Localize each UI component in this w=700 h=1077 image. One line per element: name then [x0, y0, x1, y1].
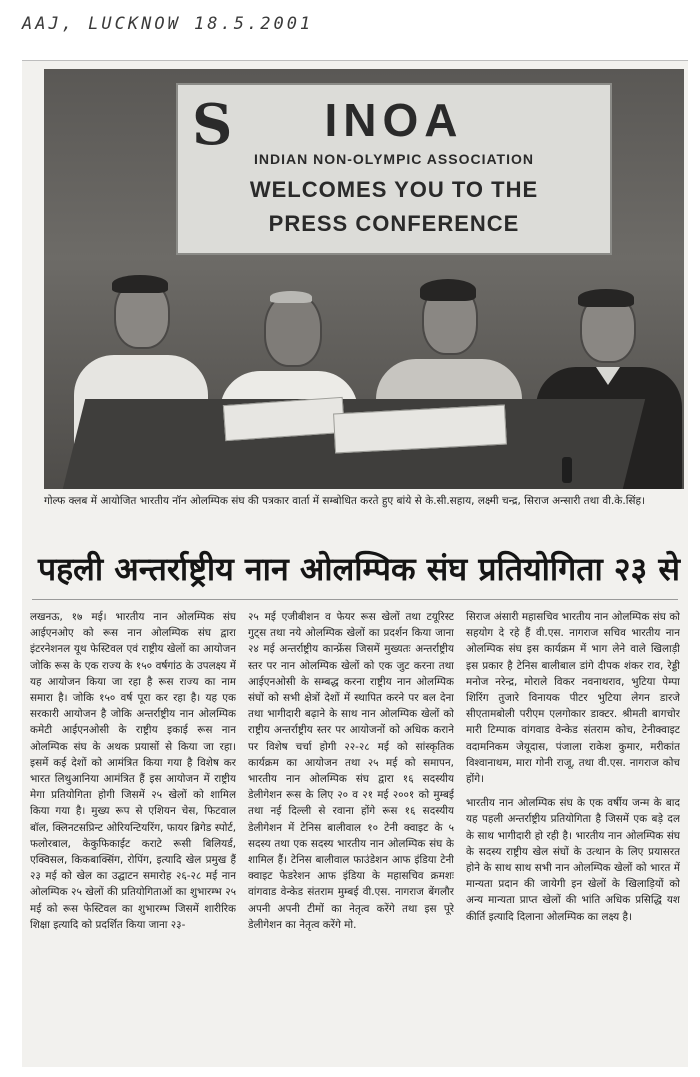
newspaper-clipping [22, 60, 688, 1067]
banner-line-3: WELCOMES YOU TO THE [249, 177, 539, 202]
inoa-banner [176, 83, 612, 255]
banner-line-1: INOA [324, 94, 464, 146]
microphone-icon [562, 457, 572, 483]
banner-line-4: PRESS CONFERENCE [268, 211, 520, 236]
inoa-logo-icon: S [192, 92, 233, 158]
photo-caption: गोल्फ क्लब में आयोजित भारतीय नॉन ओलम्पिक संघ की पत्रकार वार्ता में सम्बोधित करते हुए बांये से के.सी.सहाय, लक्ष्मी चन्द्र, सिराज अन्सारी तथा वी.के.सिंह। [44, 495, 646, 507]
headline: पहली अन्तर्राष्ट्रीय नान ओलम्पिक संघ प्रतियोगिता २३ से [38, 550, 680, 588]
press-conference-photo [44, 69, 684, 489]
paragraph: लखनऊ, १७ मई। भारतीय नान ओलम्पिक संघ आईएनओए को रूस नान ओलम्पिक संघ द्वारा इंटरनेशनल यूथ फेस्टिवल एवं राष्ट्रीय खेलों का आयोजन जोकि रूस के एक राज्य के १५० वर्षगांठ के उपलक्ष्य में यह आयोजन किया जा रहा है रूस राज्य का नाम समारा है। जोकि १५० वर्ष पूरा कर रहा है। यह एक सरकारी आयोजन है जोकि अन्तर्राष्ट्रीय नान ओलम्पिक कमेटी आईएनओसी के राष्ट्रीय इकाई रूस नान ओलम्पिक संघ के अथक प्रयासों से किया जा रहा। इसमें कई देशों को आमंत्रित किया गया है विशेष कर भारत लिथुआनिया आमंत्रित हैं इस आयोजन में राष्ट्रीय मेगा प्रतियोगिता होगी जिसमें २५ खेलों को शामिल किया गया है। मुख्य रूप से एशियन चेस, फिटवाल बॉल, क्लिनटसप्रिन्ट ओरियन्टियरिंग, फायर ब्रिगेड स्पोर्ट, फलोरबाल, केकुफिकाईट कराटे रूसी बिलियर्ड, एक्विसल, किकबाक्सिंग, रोपिंग, इत्यादि खेल प्रमुख हैं २३ मई को खेल का उद्घाटन समारोह २६-२८ मई नान ओलम्पिक २५ खेलों की प्रतियोगिताओं का शुभारम्भ २५ मई को रूस फेस्टिवल का शुभारम्भ जिसमें शारीरिक शिक्षा इत्यादि को प्रदर्शित किया जाना २३- [30, 611, 236, 931]
paragraph: सिराज अंसारी महासचिव भारतीय नान ओलम्पिक संघ को सहयोग दे रहे हैं वी.एस. नागराज सचिव भारतीय नान ओलम्पिक संघ इस कार्यक्रम में भाग लेने वाले खिलाड़ी इस प्रकार है टेनिस बालीबाल डांगे दीपक शंकर राव, रेड्डी मनोज नरेन्द्र, मोराले विकर नवनाथराव, भुटिया पेम्पा शिरिंग तुजारे विनायक पीटर भुटिया लेगन डारजे सीएतामबोली परीएम एलगोकार डाक्टर. श्रीमती बागचोर मारी टिम्पाक वांगवाड वेन्केड संतराम कोच, टेनीक्वाइट वदामनिकम जेयूदास, पंजाला राकेश कुमार, मरीकांत विश्वानाथम, मारा गोनी राजू, तथा वी.एस. नागराज कोच होंगे। [466, 611, 680, 786]
article-column-2 [248, 609, 454, 1059]
paragraph: भारतीय नान ओलम्पिक संघ के एक वर्षीय जन्म के बाद यह पहली अन्तर्राष्ट्रीय प्रतियोगिता है जिसमें एक बड़े दल के साथ भागीदारी हो रही है। भारतीय नान ओलम्पिक संघ के सदस्य राष्ट्रीय खेल संघों के उत्थान के लिए प्रयासरत होने के साथ साथ सभी नान ओलम्पिक खेलों को भारत में मान्यता प्रदान की जायेगी इन खेलों के खिलाड़ियों को अन्य मान्यता प्राप्त खेलों की भांति अधिक प्रसिद्धि यश कीर्ति इत्यादि दिलाना ओलम्पिक का लक्ष्य है। [466, 797, 680, 923]
article-column-3 [466, 609, 680, 1059]
paragraph: २५ मई एजीबीशन व फेयर रूस खेलों तथा टयूरिस्ट गुट्स तथा नये ओलम्पिक खेलों का प्रदर्शन किया जाना २४ मई अन्तर्राष्ट्रीय कान्फ्रेंस जिसमें मुख्यतः अन्तर्राष्ट्रीय स्तर पर नान ओलम्पिक खेलों को एक जुट करना तथा आईएनओसी के सम्बद्ध करना राष्ट्रीय नान ओलम्पिक संघों को सभी क्षेत्रों देशों में स्थापित करने पर बल देना तथा भागीदारी बढ़ाने के साथ नान ओलम्पिक खेलों को राष्ट्रीय अन्तर्राष्ट्रीय स्तर पर आयोजनों को अधिक कराने पर विशेष चर्चा होगी २२-२८ मई को सांस्कृतिक कार्यक्रम का आयोजन तथा २५ मई को समापन, भारतीय नान ओलम्पिक संघ द्वारा १६ सदस्यीय डेलीगेशन रूस के लिए २० व २१ मई २००१ को मुम्बई तथा नई दिल्ली से रवाना होंगे रूस १६ सदस्यीय डेलीगेशन में टेनिस बालीवाल १० टेनी क्वाइट के ५ सदस्य तथा एक सदस्य भारतीय नान ओलम्पिक संघ के शामिल हैं। टेनिस बालीवाल फाउंडेशन आफ इंडिया टेनी क्वाइट फेडरेशन आफ इंडिया के महासचिव क्रमशः वांगवाड वेन्केड संतराम मुम्बई वी.एस. नागराज बेंगलौर अपनी अपनी टीमों का नेतृत्व करेंगे तथा इस पूरे डेलीगेशन का नेतृत्व करेंगे मो. [248, 611, 454, 931]
article-column-1 [30, 609, 236, 1059]
banner-line-2: INDIAN NON-OLYMPIC ASSOCIATION [254, 151, 534, 167]
headline-rule [32, 599, 678, 600]
handwritten-source-note: AAJ, LUCKNOW 18.5.2001 [22, 14, 314, 34]
